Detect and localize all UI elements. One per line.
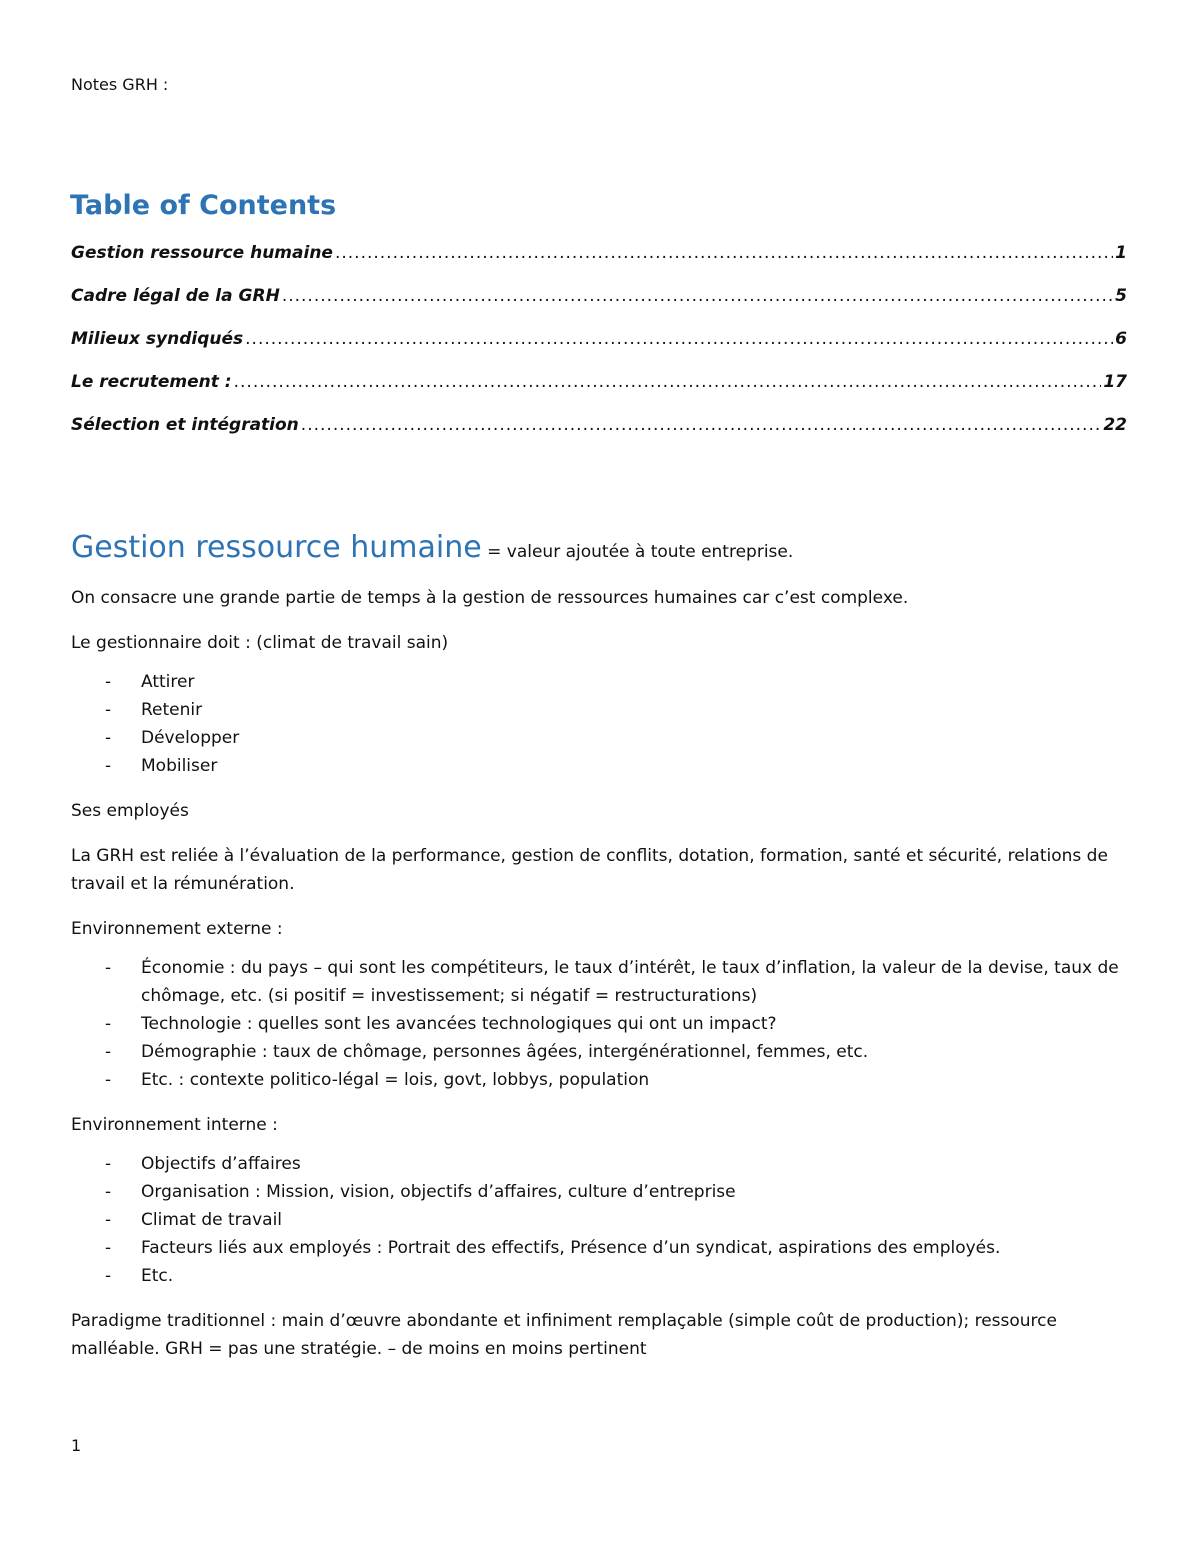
list-item: - Mobiliser — [71, 752, 1127, 780]
section-heading-title: Gestion ressource humaine — [71, 530, 482, 565]
paragraph: On consacre une grande partie de temps à la gestion de ressources humaines car c’est complexe. — [71, 588, 909, 608]
toc-entry-label: Le recrutement : — [71, 372, 232, 392]
toc-leader — [301, 415, 1102, 435]
list-item: - Etc. : contexte politico-légal = lois, govt, lobbys, population — [71, 1066, 1127, 1094]
section-heading — [71, 530, 1127, 570]
paragraph: Paradigme traditionnel : main d’œuvre abondante et infiniment remplaçable (simple coût de production); ressource malléable. GRH = pas une stratégie. – de moins en moins pertinent — [71, 1311, 1057, 1359]
list-item: - Climat de travail — [71, 1206, 1127, 1234]
toc-entry-label: Sélection et intégration — [71, 415, 299, 435]
toc-entry[interactable] — [71, 286, 1127, 329]
list-item: - Organisation : Mission, vision, objectifs d’affaires, culture d’entreprise — [71, 1178, 1127, 1206]
list-item: - Développer — [71, 724, 1127, 752]
toc-entry-page: 5 — [1115, 286, 1127, 306]
toc-entry-page: 22 — [1103, 415, 1127, 435]
table-of-contents — [71, 243, 1127, 458]
list-item: - Etc. — [71, 1262, 1127, 1290]
list-item: - Objectifs d’affaires — [71, 1150, 1127, 1178]
paragraph: Le gestionnaire doit : (climat de travail sain) — [71, 633, 449, 653]
toc-entry-label: Gestion ressource humaine — [71, 243, 333, 263]
toc-entry-page: 6 — [1115, 329, 1127, 349]
page-number: 1 — [71, 1436, 82, 1455]
list-item: - Technologie : quelles sont les avancées technologiques qui ont un impact? — [71, 1010, 1127, 1038]
paragraph: Environnement externe : — [71, 919, 283, 939]
toc-leader — [335, 243, 1113, 263]
toc-leader — [234, 372, 1102, 392]
toc-entry[interactable] — [71, 329, 1127, 372]
paragraph: Ses employés — [71, 801, 189, 821]
list-item: - Retenir — [71, 696, 1127, 724]
toc-entry-page: 17 — [1103, 372, 1127, 392]
toc-leader — [282, 286, 1113, 306]
toc-entry[interactable] — [71, 243, 1127, 286]
list-item: - Facteurs liés aux employés : Portrait des effectifs, Présence d’un syndicat, aspirations des employés. — [71, 1234, 1127, 1262]
bullet-list — [71, 668, 1127, 780]
bullet-list — [71, 1150, 1127, 1290]
list-item: - Attirer — [71, 668, 1127, 696]
document-body — [71, 530, 1127, 1380]
toc-entry-label: Milieux syndiqués — [71, 329, 244, 349]
toc-entry-label: Cadre légal de la GRH — [71, 286, 280, 306]
list-item: - Économie : du pays – qui sont les compétiteurs, le taux d’intérêt, le taux d’inflation, la valeur de la devise, taux de chômage, etc. (si positif = investissement; si négatif = restructurations) — [71, 954, 1127, 1010]
toc-heading: Table of Contents — [70, 190, 337, 221]
notes-title: Notes GRH : — [71, 75, 169, 94]
toc-entry[interactable] — [71, 415, 1127, 458]
list-item: - Démographie : taux de chômage, personnes âgées, intergénérationnel, femmes, etc. — [71, 1038, 1127, 1066]
paragraph: La GRH est reliée à l’évaluation de la performance, gestion de conflits, dotation, formation, santé et sécurité, relations de travail et la rémunération. — [71, 846, 1108, 894]
toc-entry-page: 1 — [1115, 243, 1127, 263]
bullet-list — [71, 954, 1127, 1094]
paragraph: Environnement interne : — [71, 1115, 278, 1135]
toc-leader — [245, 329, 1113, 349]
toc-entry[interactable] — [71, 372, 1127, 415]
section-heading-tail: = valeur ajoutée à toute entreprise. — [481, 542, 794, 562]
